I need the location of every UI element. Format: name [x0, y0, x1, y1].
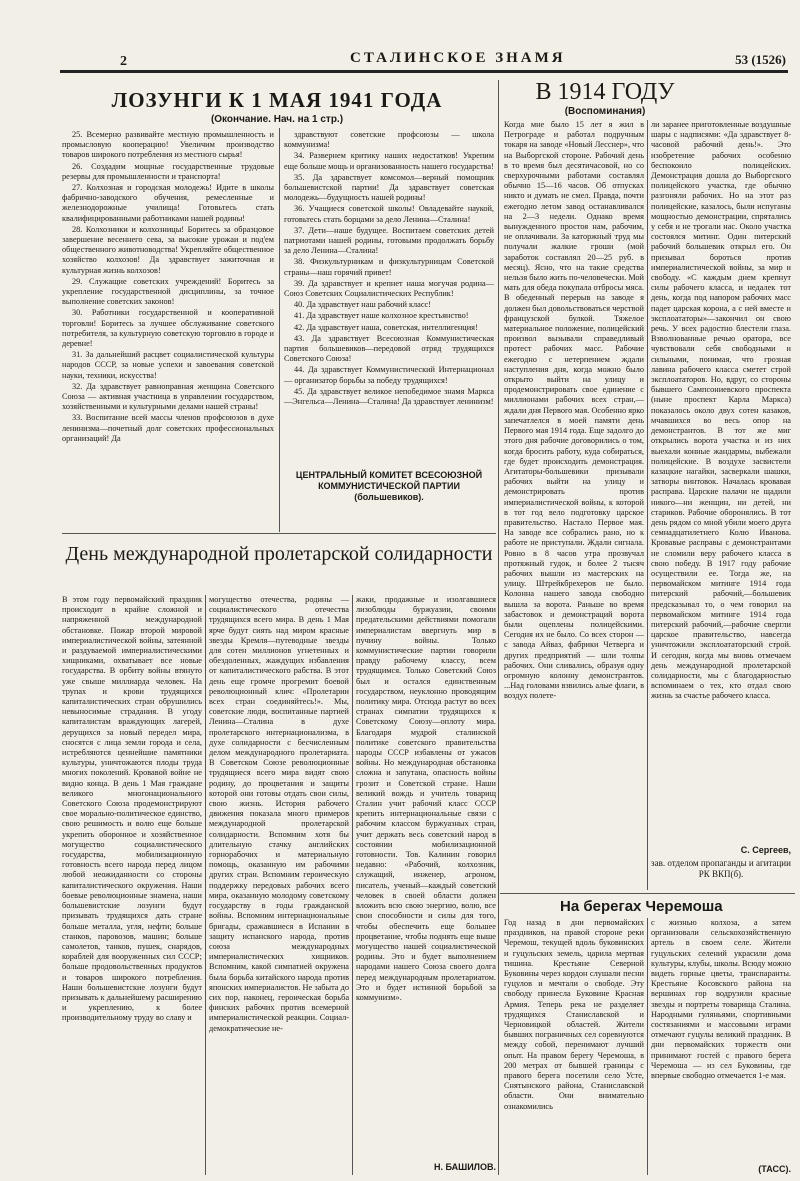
cheremosh-title: На берегах Черемоша [560, 898, 723, 915]
newspaper-title: СТАЛИНСКОЕ ЗНАМЯ [350, 50, 566, 66]
slogan-item: 26. Создадим мощные государственные трудовые резервы для промышленности и транспорта! [62, 161, 274, 181]
solidarity-signature: Н. БАШИЛОВ. [434, 1162, 496, 1172]
cheremosh-column-2: с жизнью колхоза, а затем организовали сельскохозяйственную артель в своем селе. Жители гуцульских селений украсили дома культуры, клубы, школы. Всюду можно видеть горные цветы, транспаранты. Крестьяне Косовского района на вершинах гор водрузили красные звезды и портреты товарища Сталина. Народными гуляньями, спортивными состязаниями и массовыми играми отмечают гуцулы великий праздник. В дни первомайских торжеств они принимают гостей с правого берега Черемоша — из сел Буковины, где впервые свободно отмечается 1-е мая. [651, 918, 791, 1081]
slogan-item: 30. Работники государственной и кооперативной торговли! Боритесь за лучшее обслуживание советского потребителя, за культурную советскую торговлю в городе и деревне! [62, 308, 274, 349]
solidarity-column-2: могущество отечества, родины —социалистического отечества трудящихся всего мира. В день 1 Мая ярче будут сиять над миром красные звезды Кремля—путеводные звезды для сотен миллионов угнетенных и обездоленных, жаждущих избавления от капиталистического рабства. В этот день еще громче прогремит боевой революционный клич: «Пролетарии всех стран соединяйтесь!». Мы, советские люди, воспитанные партией Ленина—Сталина в духе пролетарского интернационализма, в духе солидарности с бесчисленным делом международного пролетариата. В Советском Союзе революционные трудящиеся всего мира видят свою родину, до процветания и защиты которой они готовы отдать свои силы, свою жизнь. История рабочего движения показала много примеров международной пролетарской солидарности. Вспомним хотя бы длительную стачку английских горнорабочих и материальную помощь, оказанную им рабочими других стран. Вспомним героическую поддержку передовых рабочих всего мира, оказанную молодому советскому государству в годы гражданской войны. Вспомним интернациональные бригады, сражавшиеся в Испании в защиту испанского народа, против союза международных империалистических хищников. Вспомним, какой симпатией окружена была борьба китайского народа против японских империалистов. Не забыта до сих пор, наконец, героическая борьба финских рабочих против всемерной империалистической реакции. Социал-демократические не- [209, 595, 349, 1033]
slogan-item: 25. Всемерно развивайте местную промышленность и промысловую кооперацию! Увеличим производство товаров широкого потребления из местного сырья! [62, 130, 274, 160]
slogan-item: 45. Да здравствует великое непобедимое знамя Маркса—Энгельса—Ленина—Сталина! Да здравствует ленинизм! [284, 386, 494, 407]
section-divider [62, 533, 496, 534]
slogans-column-right [284, 130, 494, 468]
slogan-item: 39. Да здравствует и крепнет наша могучая родина—Союз Советских Социалистических Республик! [284, 278, 494, 299]
slogan-item: 40. Да здравствует наш рабочий класс! [294, 300, 431, 310]
year1914-subtitle: (Воспоминания) [564, 106, 646, 117]
column-divider [205, 595, 206, 1175]
cheremosh-signature: (ТАСС). [758, 1164, 791, 1174]
slogan-item: 44. Да здравствует Коммунистический Интернационал — организатор борьбы за победу трудящихся! [284, 365, 494, 385]
slogans-title: ЛОЗУНГИ К 1 МАЯ 1941 ГОДА [111, 88, 443, 112]
column-divider [279, 128, 280, 532]
page-number: 2 [120, 54, 127, 69]
solidarity-title: День международной пролетарской солидарности [65, 543, 493, 565]
slogan-item: 29. Служащие советских учреждений! Боритесь за укрепление государственной дисциплины, за точное выполнение советских законов! [62, 276, 274, 307]
year1914-title: В 1914 ГОДУ [535, 79, 675, 105]
column-divider [647, 918, 648, 1175]
slogan-item: 38. Физкультурникам и физкультурницам Советской страны—наш горячий привет! [284, 257, 494, 277]
slogan-item: 27. Колхозная и городская молодежь! Идите в школы фабрично-заводского обучения, ремесленные и железнодорожные училища! Готовьтесь стать квалифицированными работниками нашей родины! [62, 183, 274, 223]
section-divider [500, 893, 795, 894]
solidarity-column-3: жаки, продажные и изолгавшиеся лизоблюды буржуазии, своими предательскими действиями помогали империалистам ввергнуть мир в пучину войны. Только коммунистические партии говорили правду рабочему классу, всем трудящимся. Только Советский Союз был и остался единственным государством, неуклонно проводящим политику мира. Отсюда растут во всех странах симпатии трудящихся к Советскому Союзу—оплоту мира. Благодаря мудрой сталинской политике советского правительства народы СССР избавлены от ужасов войны. Но международная обстановка сложна и запутана, опасность войны грозит и Советской стране. Наши великий вождь и учитель товарищ Сталин учит рабочий класс СССР крепить интернациональные связи с рабочим классом буржуазных стран, учит держать весь советский народ в состоянии мобилизационной готовности. Тов. Калинин говорил недавно: «Рабочий, колхозник, служащий, инженер, агроном, писатель, ученый—каждый советский человек в своей области должен вложить всю свою энергию, волю, все свои способности и силы для того, чтобы обеспечить еще большее процветание, чтобы поднять еще выше могущество нашей социалистической родины. Это и будет выполнением народами нашего Союза своего долга перед международным пролетариатом. Это и будет истинной борьбой за коммунизм». [356, 595, 496, 1002]
column-divider [352, 595, 353, 1175]
slogan-item: 28. Колхозники и колхозницы! Боритесь за образцовое завершение весеннего сева, за высокие урожаи и под'ем общественного животноводства! Укрепляйте общественное хозяйство колхозов! Да здравствует зажиточная и культурная жизнь колхозов! [62, 224, 274, 275]
issue-number: 53 (1526) [735, 52, 786, 67]
year1914-column-2: ли заранее приготовленные воздушные шары с надписями: «Да здравствует 8-часовой рабочий день!». Это изобретение рабочих особенно беспокоило полицейских. Демонстрация дошла до Выборгского полицейского участка, где обычно разгоняли рабочих. Но на этот раз полицейские, казалось, были испуганы мощностью демонстрации, спрятались у себя и не трогали нас. Около участка состоялся митинг. Один питерский рабочий большевик открыл его. Он призывал бороться против империалистической войны, за мир и свободу. «С каждым днем крепнут силы рабочего класса, и недалек тот день, когда под напором рабочих масс падет царская корона, а с ней вместе и эксплоататоры»—закончил он свою речь. У всех радостно блестели глаза. Взволнованные речью оратора, все чувствовали себя свободными и сильными, понимая, что грозная лавина рабочего класса сметет строй эксплоататоров. Но, вдруг, со стороны бывшего Сампсониевского проспекта (ныне проспект Карла Маркса) показалось около двух сотен казаков, мчавшихся во весь опор на демонстрантов. В тот же миг открылись ворота участка и из них выехали конные жандармы, выбежали полицейские. В воздухе засвистели казацкие нагайки, засверкали шашки, затворы винтовок. Началась кровавая расправа. Царские палачи не щадили никого—ни женщин, ни детей, ни стариков. Рабочие оборонялись. В тот день рядом со мной убили моего друга семнадцатилетнего Колю Иванова. Кровавые расправы с демонстрантами не сломили веру рабочего класса в свою победу. В 1917 году рабочие осуществили ее. Тогда же, на первомайском митинге 1914 года питерский рабочий,—большевик предсказывал то, о чем говорил на первомайском митинге 1914 года питерский рабочий,—рабочие свергли царское правительство, навсегда уничтожили эксплоататорский строй. И сегодня, когда мы вновь отмечаем день международной пролетарской солидарности, мы с благодарностью вспоминаем о тех, кто отдал свою жизнь за счастье рабочего класса. [651, 120, 791, 701]
slogan-item: здравствуют советские профсоюзы — школа коммунизма! [284, 130, 494, 150]
slogan-item: 31. За дальнейший расцвет социалистической культуры народов СССР, за новые успехи и завоевания советской науки, техники, искусства! [62, 350, 274, 380]
column-divider [647, 120, 648, 890]
cheremosh-column-1: Год назад в дни первомайских праздников, на правой стороне реки Черемош, текущей вдоль буковинских и гуцульских земель, царила мертвая тишина. Крестьяне Северной Буковины через кордон слушали песни гуцулов и мечтали о свободе. Эту свободу принесла Буковине Красная Армия. Теперь река не разделяет трудящихся Станиславской и Черновицкой областей. Жители бывших пограничных сел соревнуются между собой, перенимают лучший опыт. На правом берегу Черемоша, в 200 метрах от бывшей границы с правого берега посетили село Усте, Снятынского района, Станиславской области. Они внимательно ознакомились [504, 918, 644, 1111]
slogan-item: 34. Развернем критику наших недостатков! Укрепим еще больше мощь и организованность нашего государства! [284, 151, 494, 171]
slogan-item: 35. Да здравствует комсомол—верный помощник большевистской партии! Да здравствует советская молодежь—будущность нашей родины! [284, 172, 494, 203]
slogan-item: 43. Да здравствует Всесоюзная Коммунистическая партия большевиков—передовой отряд трудящихся Советского Союза! [284, 333, 494, 364]
slogan-item: 41. Да здравствует наше колхозное крестьянство! [294, 311, 469, 321]
page-column-divider [498, 80, 499, 1175]
solidarity-column-1: В этом году первомайский праздник происходит в крайне сложной и напряженной международной обстановке. Пожар второй мировой империалистической войны, затеянной и раздуваемой империалистическими хищниками, охватывает все новые государства. В орбиту войны втянуто уже свыше миллиарда человек. На трупах и крови трудящихся капиталистических стран обрушились невыносимые страдания. В угоду капиталистам враждующих лагерей, дерущихся за новый передел мира, сносятся с лица земли города и села, истребляются ценнейшие памятники культуры, уничтожаются плоды труда многих поколений. Кровавой войне не видно конца. В день 1 Мая граждане великого многонационального Советского Союза продемонстрируют свое морально-политическое единство, свою решимость и волю еще больше укрепить оборонное и хозяйственное могущество социалистического государства, мобилизационную готовность всего народа перед лицом любой неожиданности со стороны капиталистического окружения. Наши боевые революционные знамена, наши большевистские лозунги будут призывать трудящихся дать стране больше металла, угля, нефти; больше станков, паровозов, машин; больше самолетов, танков, пушек, снарядов, кораблей для вооруженных сил СССР; больше продовольственных продуктов и товаров широкого потребления. Наши большевистские лозунги будут призывать к дальнейшему расширению и укреплению, к более производительному труду во славу и [62, 595, 202, 1023]
slogan-item: 42. Да здравствует наша, советская, интеллигенция! [294, 322, 478, 332]
slogans-column-left [62, 130, 274, 530]
year1914-signature-role: зав. отделом пропаганды и агитации РК ВКП(б). [651, 858, 791, 879]
slogans-subtitle: (Окончание. Нач. на 1 стр.) [210, 114, 344, 125]
slogan-item: 36. Учащиеся советской школы! Овладевайте наукой, готовьтесь стать борцами за дело Ленина—Сталина! [284, 204, 494, 224]
year1914-signature: С. Сергеев, [740, 845, 791, 855]
page-header [60, 44, 788, 73]
year1914-column-1: Когда мне было 15 лет я жил в Петрограде и работал подручным токаря на заводе «Новый Лесснер», что на Выборгской стороне. Рабочий день в то время был десятичасовой, но со сверхурочными работами составлял обычно 15—16 часов. Об отпусках никто и думать не смел. Правда, почти ежегодно летом завод останавливался на 2—3 недели. Однако время вынужденного простоя нам, рабочим, не оплачивали. За каторжный труд мы получали жалкие гроши (мой заработок составлял 20—25 руб. в месяц). Ясно, что на такие средства нельзя было жить по-человечески. Мой мать для обеда покупала отбросы мяса. В обеденный перерыв на заводе я должен был довольствоваться черствой французской булкой. Тяжелое материальное положение, полицейский произвол вызывали справедливый протест рабочих масс. Рабочие ежегодно с нетерпением ждали наступления дня, когда можно было открыто выйти на улицу и продемонстрировать свое единение с миллионами рабочих всех стран,—ждали дня Первого мая. Особенно ярко запечатлелся в моей памяти день Первого мая 1914 года. Еще задолго до этого дня рабочие договорились о том, когда бросить работу, куда собираться, где будет происходить демонстрация. Агитаторы-большевики призывали рабочих выйти на улицу и демонстрировать против империалистической войны, к которой в тот год вело подготовку царское правительство. Настало Первое мая. На заводе все собрались рано, но к работе не приступали. Ждали сигнала. Ровно в 8 часов утра прозвучал протяжный гудок, и более 2 тысяч рабочих вышли из мастерских на улицу. Штрейкбрехеров не было. Колонна нашего завода свободно вышла за ворота. Раньше во время забастовок и демонстраций ворота были оцеплены полицейскими. Сегодня их не было. Со всех сторон — с завода Айваз, фабрики Четверга и других предприятий — шли толпы рабочих. Они сливались, образуя одну огромную колонну демонстрантов. ...Над головами взвились алые флаги, в воздух полете- [504, 120, 644, 701]
slogans-signature: ЦЕНТРАЛЬНЫЙ КОМИТЕТ ВСЕСОЮЗНОЙ КОММУНИСТИЧЕСКОЙ ПАРТИИ (большевиков). [295, 470, 483, 502]
slogan-item: 33. Воспитание всей массы членов профсоюзов в духе ленинизма—почетный долг советских профессиональных организаций! Да [62, 413, 274, 443]
slogan-item: 32. Да здравствует равноправная женщина Советского Союза — активная участница в управлении государством, хозяйственными и культурными делами нашей страны! [62, 381, 274, 412]
slogan-item: 37. Дети—наше будущее. Воспитаем советских детей патриотами нашей родины, готовыми продолжать борьбу за дело Ленина—Сталина! [284, 225, 494, 256]
